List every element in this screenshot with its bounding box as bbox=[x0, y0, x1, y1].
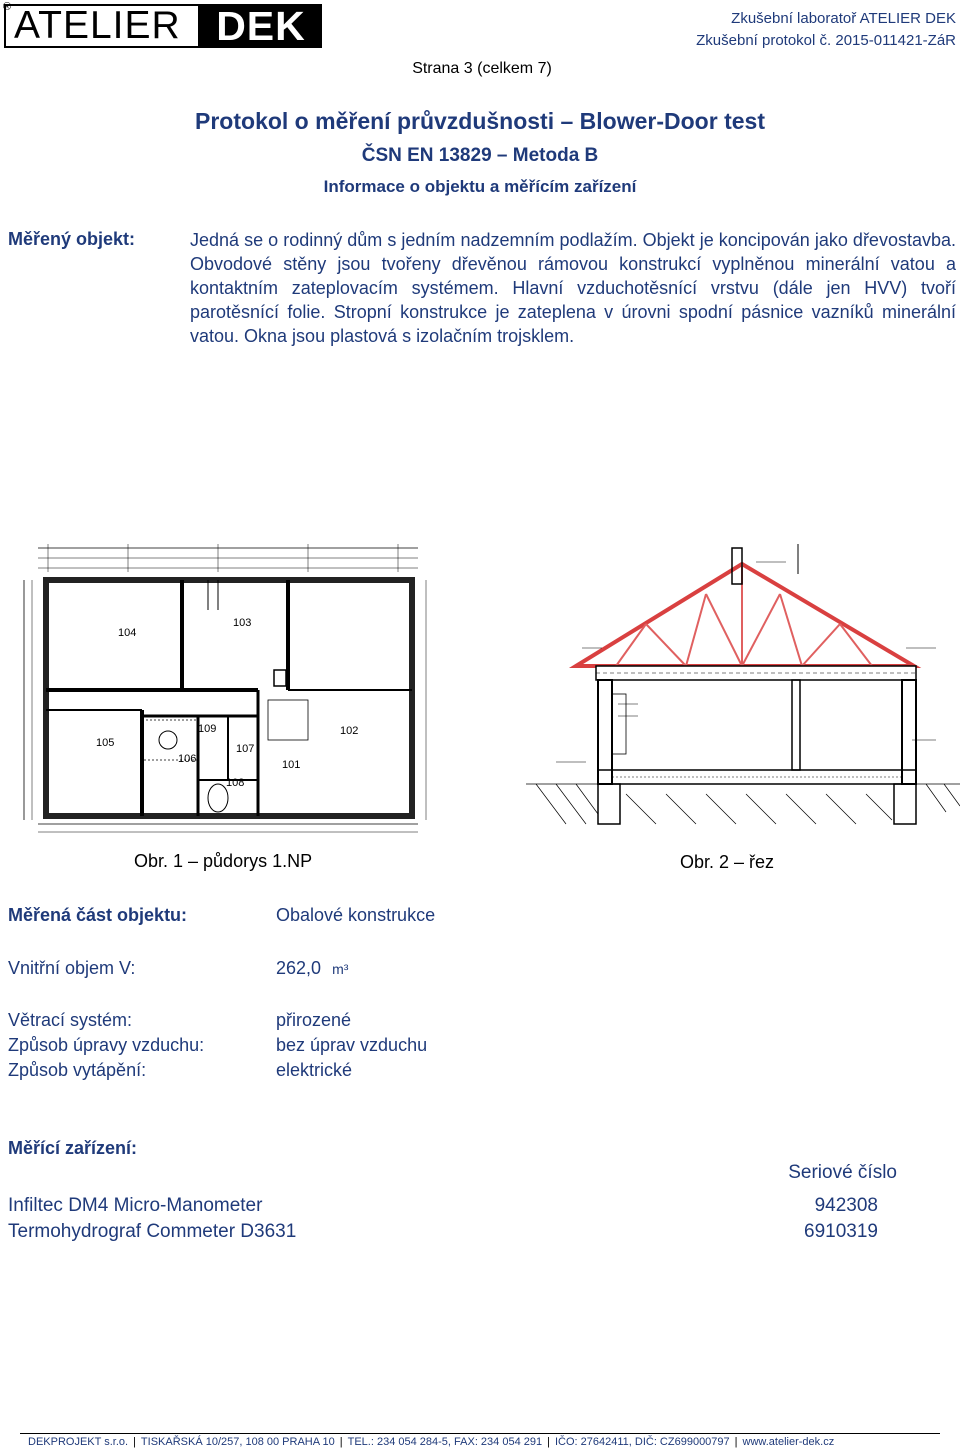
footer-address: TISKAŘSKÁ 10/257, 108 00 PRAHA 10 bbox=[140, 1436, 335, 1448]
heating-value: elektrické bbox=[276, 1060, 353, 1080]
footer-separator: | bbox=[339, 1436, 343, 1448]
atelier-dek-logo bbox=[3, 1, 322, 49]
footer-phone: TEL.: 234 054 284-5, FAX: 234 054 291 bbox=[347, 1436, 543, 1448]
device-serial: 942308 bbox=[814, 1195, 878, 1216]
standard-title: ČSN EN 13829 – Metoda B bbox=[361, 145, 599, 166]
footer-company: DEKPROJEKT s.r.o. bbox=[28, 1436, 129, 1448]
page-number: Strana 3 (celkem 7) bbox=[412, 60, 552, 77]
object-label: Měřený objekt: bbox=[8, 229, 136, 249]
serial-header: Seriové číslo bbox=[788, 1162, 897, 1183]
device-serial: 6910319 bbox=[804, 1221, 878, 1242]
footer-separator: | bbox=[133, 1436, 136, 1448]
heating-label: Způsob vytápění: bbox=[8, 1060, 147, 1080]
footer-divider bbox=[20, 1433, 940, 1434]
room-label: 105 bbox=[96, 737, 115, 749]
registered-mark: ® bbox=[3, 1, 12, 13]
figure-2-caption: Obr. 2 – řez bbox=[680, 852, 775, 872]
room-label: 101 bbox=[282, 759, 301, 771]
volume-label: Vnitřní objem V: bbox=[8, 958, 136, 978]
figure-1-caption: Obr. 1 – půdorys 1.NP bbox=[134, 851, 313, 871]
section-drawing bbox=[526, 544, 960, 844]
air-treatment-label: Způsob úpravy vzduchu: bbox=[8, 1035, 205, 1055]
measured-part-value: Obalové konstrukce bbox=[276, 905, 436, 925]
ventilation-value: přirozené bbox=[276, 1010, 352, 1030]
footer bbox=[28, 1436, 834, 1448]
protocol-number: Zkušební protokol č. 2015-011421-ZáR bbox=[696, 32, 956, 49]
room-label: 104 bbox=[118, 627, 137, 639]
device-name: Infiltec DM4 Micro-Manometer bbox=[8, 1195, 263, 1216]
room-label: 107 bbox=[236, 743, 255, 755]
room-label: 109 bbox=[198, 723, 217, 735]
volume-value bbox=[276, 958, 348, 979]
footer-web[interactable]: www.atelier-dek.cz bbox=[742, 1436, 835, 1448]
room-label: 106 bbox=[178, 753, 197, 765]
section-title: Informace o objektu a měřícím zařízení bbox=[323, 177, 637, 196]
room-label: 103 bbox=[233, 617, 252, 629]
logo-dek: DEK bbox=[200, 4, 322, 48]
device-name: Termohydrograf Commeter D3631 bbox=[8, 1221, 297, 1242]
room-label: 102 bbox=[340, 725, 359, 737]
volume-unit: m³ bbox=[332, 961, 349, 977]
main-title: Protokol o měření průvzdušnosti – Blower-Door test bbox=[195, 108, 765, 134]
footer-separator: | bbox=[547, 1436, 550, 1448]
volume-number: 262,0 bbox=[276, 958, 322, 978]
footer-ids: IČO: 27642411, DIČ: CZ699000797 bbox=[554, 1436, 730, 1448]
ventilation-label: Větrací systém: bbox=[8, 1010, 133, 1030]
floor-plan-drawing bbox=[18, 540, 438, 840]
room-label: 108 bbox=[226, 777, 245, 789]
lab-name: Zkušební laboratoř ATELIER DEK bbox=[731, 10, 956, 27]
header-info bbox=[696, 8, 956, 52]
measured-part-label: Měřená část objektu: bbox=[8, 905, 188, 925]
object-description: Jedná se o rodinný dům s jedním nadzemním podlažím. Objekt je koncipován jako dřevostavba. Obvodové stěny jsou tvořeny dřevěnou rámovou konstrukcí vyplněnou minerální vatou a kontaktním zateplovacím systémem. Hlavní vzduchotěsnící vrstvu (dále jen HVV) tvoří parotěsnící folie. Stropní konstrukce je zateplena v úrovni spodní pásnice vazníků minerální vatou. Okna jsou plastová s izolačním trojsklem. bbox=[190, 230, 956, 346]
footer-separator: | bbox=[734, 1436, 738, 1448]
devices-label: Měřící zařízení: bbox=[8, 1138, 138, 1158]
logo-atelier: ATELIER bbox=[4, 4, 200, 48]
air-treatment-value: bez úprav vzduchu bbox=[276, 1035, 428, 1055]
